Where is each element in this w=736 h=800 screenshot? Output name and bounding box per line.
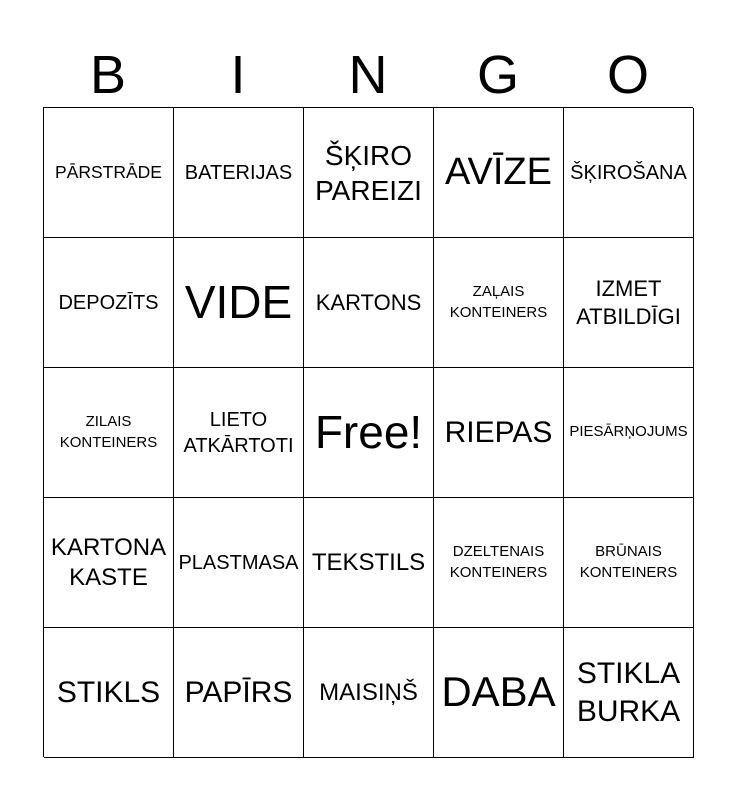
bingo-cell[interactable] [304, 498, 434, 628]
bingo-cell[interactable] [564, 498, 694, 628]
bingo-board [43, 107, 693, 757]
bingo-cell[interactable] [304, 628, 434, 758]
cell-label: PIESĀRŅOJUMS [569, 423, 688, 441]
bingo-cell[interactable] [564, 628, 694, 758]
cell-label: MAISIŅŠ [319, 678, 418, 706]
bingo-cell[interactable] [434, 238, 564, 368]
header-letter-n: N [348, 45, 388, 105]
cell-label: LIETO ATKĀRTOTI [183, 408, 294, 457]
bingo-cell[interactable] [174, 628, 304, 758]
cell-label: DABA [441, 668, 556, 716]
cell-label: BATERIJAS [184, 161, 293, 184]
bingo-cell[interactable] [44, 108, 174, 238]
bingo-cell[interactable] [434, 368, 564, 498]
cell-label: RIEPAS [444, 415, 553, 449]
bingo-cell[interactable] [304, 238, 434, 368]
bingo-cell[interactable] [174, 238, 304, 368]
bingo-cell[interactable] [434, 108, 564, 238]
bingo-cell[interactable] [564, 368, 694, 498]
cell-label: PĀRSTRĀDE [55, 161, 162, 182]
cell-label: KARTONS [315, 289, 422, 315]
bingo-cell[interactable] [304, 108, 434, 238]
cell-label: STIKLA BURKA [576, 657, 681, 728]
bingo-cell[interactable] [174, 498, 304, 628]
free-space-label: Free! [314, 406, 423, 459]
header-letter-o: O [606, 45, 649, 105]
cell-label: PAPĪRS [184, 675, 293, 709]
header-letter-g: G [476, 45, 519, 105]
bingo-cell[interactable] [434, 498, 564, 628]
bingo-cell[interactable] [44, 238, 174, 368]
bingo-header [43, 44, 693, 106]
cell-label: IZMET ATBILDĪGI [576, 276, 681, 329]
bingo-cell[interactable] [174, 108, 304, 238]
header-letter-i: I [230, 45, 246, 105]
cell-label: KARTONA KASTE [50, 533, 167, 591]
cell-label: AVĪZE [445, 150, 552, 193]
cell-label: ŠĶIRO PAREIZI [315, 139, 422, 206]
bingo-cell[interactable] [434, 628, 564, 758]
cell-label: ZAĻAIS KONTEINERS [449, 283, 548, 321]
bingo-cell[interactable] [44, 498, 174, 628]
cell-label: DEPOZĪTS [58, 291, 159, 314]
bingo-cell[interactable] [44, 368, 174, 498]
free-space-cell[interactable] [304, 368, 434, 498]
cell-label: BRŪNAIS KONTEINERS [579, 543, 678, 581]
header-letter-b: B [89, 45, 127, 105]
cell-label: STIKLS [56, 675, 161, 709]
cell-label: ŠĶIROŠANA [570, 161, 687, 184]
cell-label: VIDE [184, 276, 293, 329]
cell-label: DZELTENAIS KONTEINERS [449, 543, 548, 581]
bingo-cell[interactable] [174, 368, 304, 498]
bingo-cell[interactable] [564, 238, 694, 368]
cell-label: PLASTMASA [178, 551, 299, 574]
bingo-cell[interactable] [564, 108, 694, 238]
cell-label: ZILAIS KONTEINERS [59, 413, 158, 451]
bingo-cell[interactable] [44, 628, 174, 758]
cell-label: TEKSTILS [311, 548, 426, 576]
